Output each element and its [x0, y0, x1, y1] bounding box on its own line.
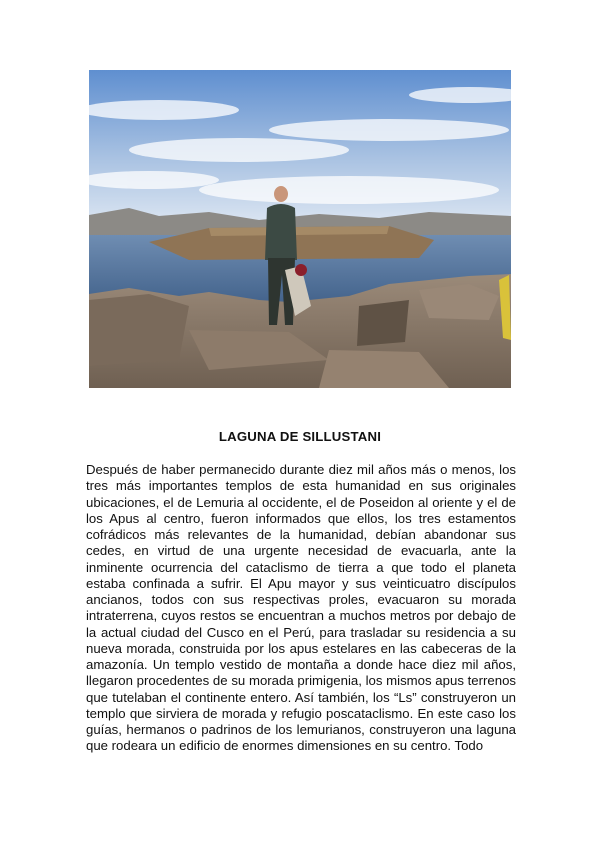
lake-photo: [89, 70, 511, 388]
body-paragraph: Después de haber permanecido durante diez mil años más o menos, los tres más importantes templos de esta humanidad en sus originales ubicaciones, el de Lemuria al occidente, el de Poseidon al oriente y el de los Apus al centro, fueron informados que ellos, los tres estamentos cofrádicos más relevantes de la humanidad, debían abandonar sus cedes, en virtud de una urgente necesidad de evacuarla, ante la inminente ocurrencia del cataclismo de tierra a que todo el planeta estaba confinada a sufrir. El Apu mayor y sus veinticuatro discípulos ancianos, todos con sus respectivas proles, evacuaron su morada intraterrena, cuyos restos se encuentran a muchos metros por debajo de la actual ciudad del Cusco en el Perú, para trasladar su residencia a su nueva morada, construida por los apus estelares en las cabeceras de la amazonía. Un templo vestido de montaña a donde hace diez mil años, llegaron procedentes de su morada primigenia, los mismos apus terrenos que tutelaban el continente entero. Así también, los “Ls” construyeron un templo que sirviera de morada y refugio poscataclismo. En este caso los guías, hermanos o padrinos de los lemurianos, construyeron una laguna que rodeara un edificio de enormes dimensiones en su centro. Todo: [86, 462, 516, 754]
document-title: LAGUNA DE SILLUSTANI: [218, 429, 382, 444]
